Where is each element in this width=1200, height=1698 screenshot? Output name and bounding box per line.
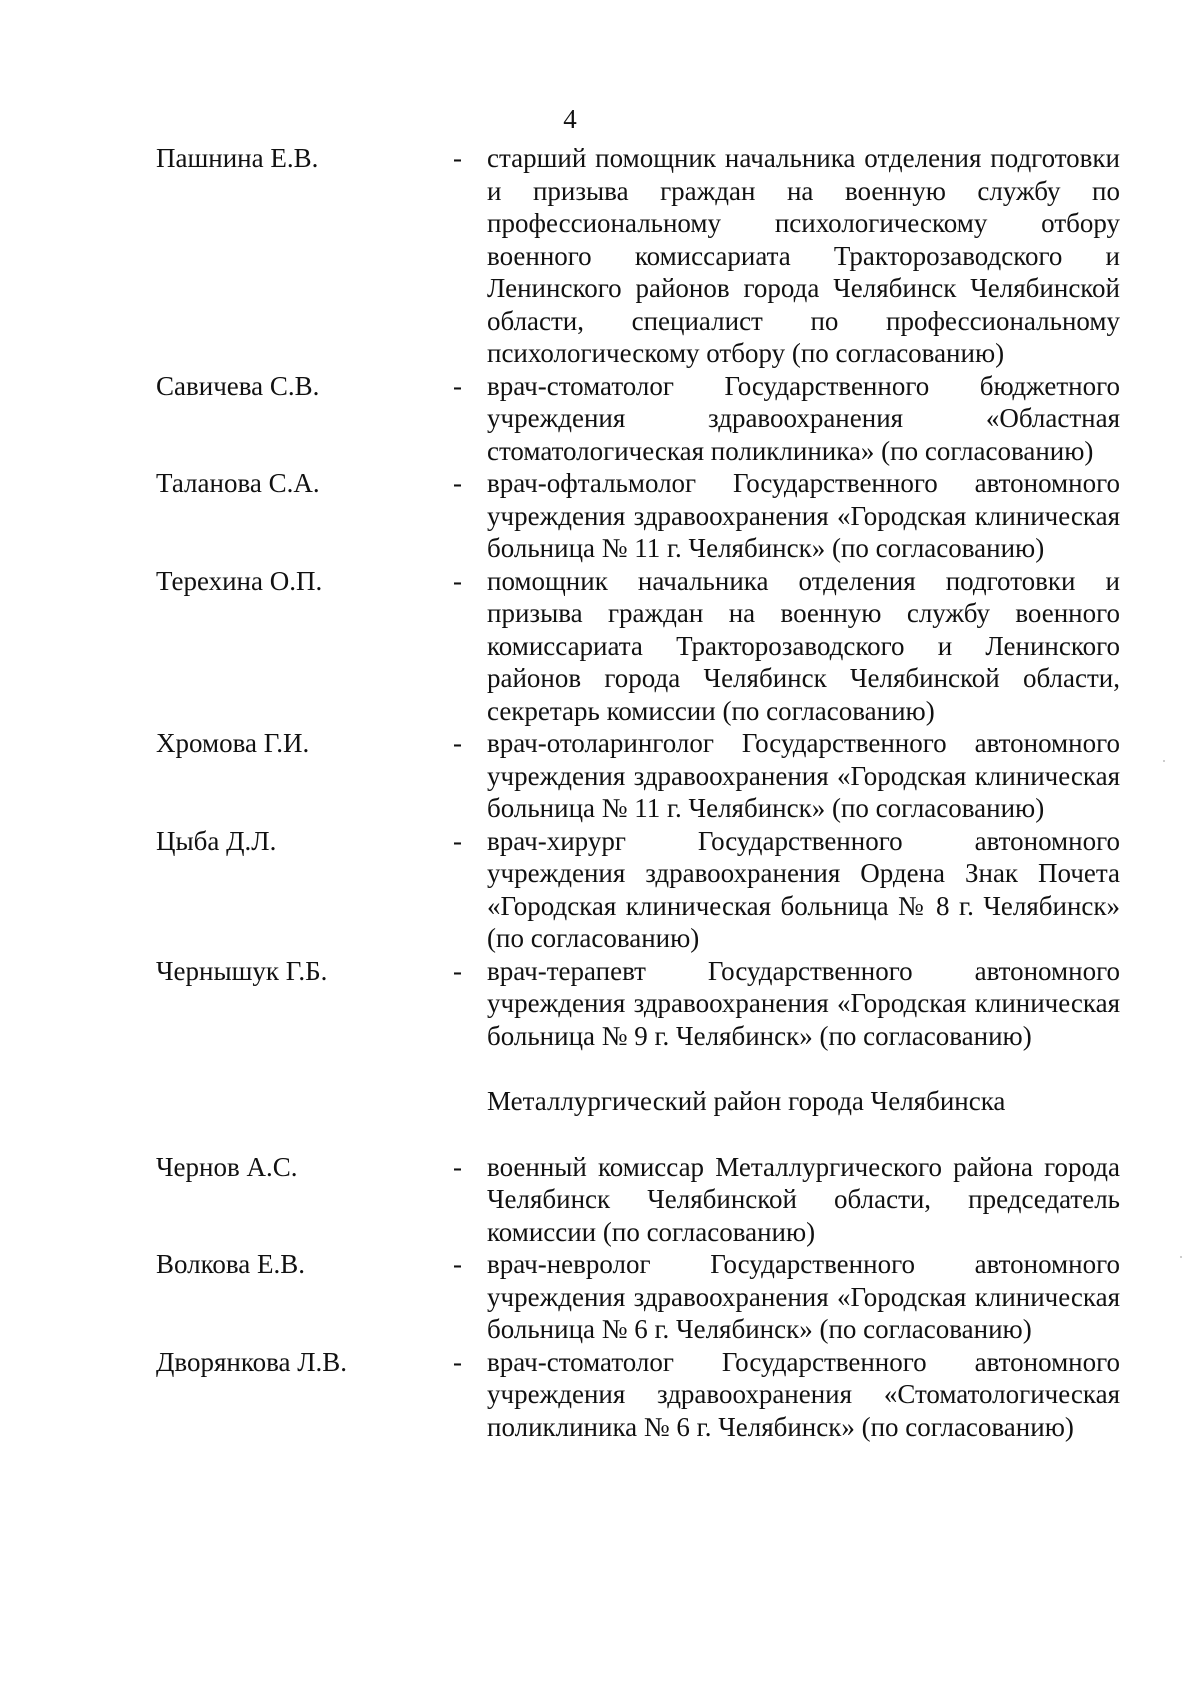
list-item xyxy=(0,825,1200,955)
member-name: Хромова Г.И. xyxy=(156,728,310,758)
list-item xyxy=(0,370,1200,468)
scan-speck xyxy=(1163,760,1165,762)
dash-separator: - xyxy=(453,565,462,596)
member-position: врач-терапевт Государственного автономного учреждения здравоохранения «Городская клиническая больница № 9 г. Челябинск» (по согласованию) xyxy=(487,955,1120,1051)
member-name: Терехина О.П. xyxy=(156,565,323,596)
member-name: Цыба Д.Л. xyxy=(156,825,277,856)
list-item xyxy=(0,1151,1200,1249)
member-name: Дворянкова Л.В. xyxy=(156,1346,348,1377)
member-name: Пашнина Е.В. xyxy=(156,143,319,173)
list-item xyxy=(0,565,1200,728)
member-position: врач-стоматолог Государственного автономного учреждения здравоохранения «Стоматологическая поликлиника № 6 г. Челябинск» (по согласованию) xyxy=(487,1346,1120,1442)
dash-separator: - xyxy=(453,370,462,401)
member-position: врач-стоматолог Государственного бюджетного учреждения здравоохранения «Областная стоматологическая поликлиника» (по согласованию) xyxy=(487,370,1120,466)
list-item xyxy=(0,955,1200,1053)
dash-separator: - xyxy=(453,143,462,173)
dash-separator: - xyxy=(453,1249,462,1279)
member-position: помощник начальника отделения подготовки и призыва граждан на военную службу военного комиссариата Тракторозаводского и Ленинского районов города Челябинск Челябинской области, секретарь комиссии (по согласованию) xyxy=(487,565,1120,726)
page-number: 4 xyxy=(563,104,577,134)
member-name: Чернов А.С. xyxy=(156,1151,298,1182)
member-name: Чернышук Г.Б. xyxy=(156,955,328,986)
member-name: Савичева С.В. xyxy=(156,370,320,401)
scan-speck xyxy=(1180,1256,1182,1258)
dash-separator: - xyxy=(453,955,462,986)
member-position: врач-офтальмолог Государственного автономного учреждения здравоохранения «Городская клиническая больница № 11 г. Челябинск» (по согласованию) xyxy=(487,468,1120,563)
member-name: Таланова С.А. xyxy=(156,468,320,498)
member-position: военный комиссар Металлургического района города Челябинск Челябинской области, председатель комиссии (по согласованию) xyxy=(487,1151,1120,1247)
commission-list xyxy=(0,142,1200,1443)
list-item xyxy=(0,467,1200,565)
list-item xyxy=(0,1248,1200,1346)
member-name: Волкова Е.В. xyxy=(156,1249,306,1279)
section-heading: Металлургический район города Челябинска xyxy=(487,1086,1006,1116)
dash-separator: - xyxy=(453,1346,462,1377)
dash-separator: - xyxy=(453,728,462,758)
member-position: врач-отоларинголог Государственного автономного учреждения здравоохранения «Городская клиническая больница № 11 г. Челябинск» (по согласованию) xyxy=(487,728,1120,823)
dash-separator: - xyxy=(453,468,462,498)
dash-separator: - xyxy=(453,825,462,856)
member-position: врач-хирург Государственного автономного учреждения здравоохранения Ордена Знак Почета «Городская клиническая больница № 8 г. Челябинск» (по согласованию) xyxy=(487,825,1120,953)
member-position: врач-невролог Государственного автономного учреждения здравоохранения «Городская клиническая больница № 6 г. Челябинск» (по согласованию) xyxy=(487,1249,1120,1344)
list-item xyxy=(0,142,1200,370)
list-item xyxy=(0,1346,1200,1444)
member-position: старший помощник начальника отделения подготовки и призыва граждан на военную службу по профессиональному психологическому отбору военного комиссариата Тракторозаводского и Ленинского районов города Челябинск Челябинской области, специалист по профессиональному психологическому отбору (по согласованию) xyxy=(487,143,1120,368)
dash-separator: - xyxy=(453,1151,462,1182)
list-item xyxy=(0,727,1200,825)
